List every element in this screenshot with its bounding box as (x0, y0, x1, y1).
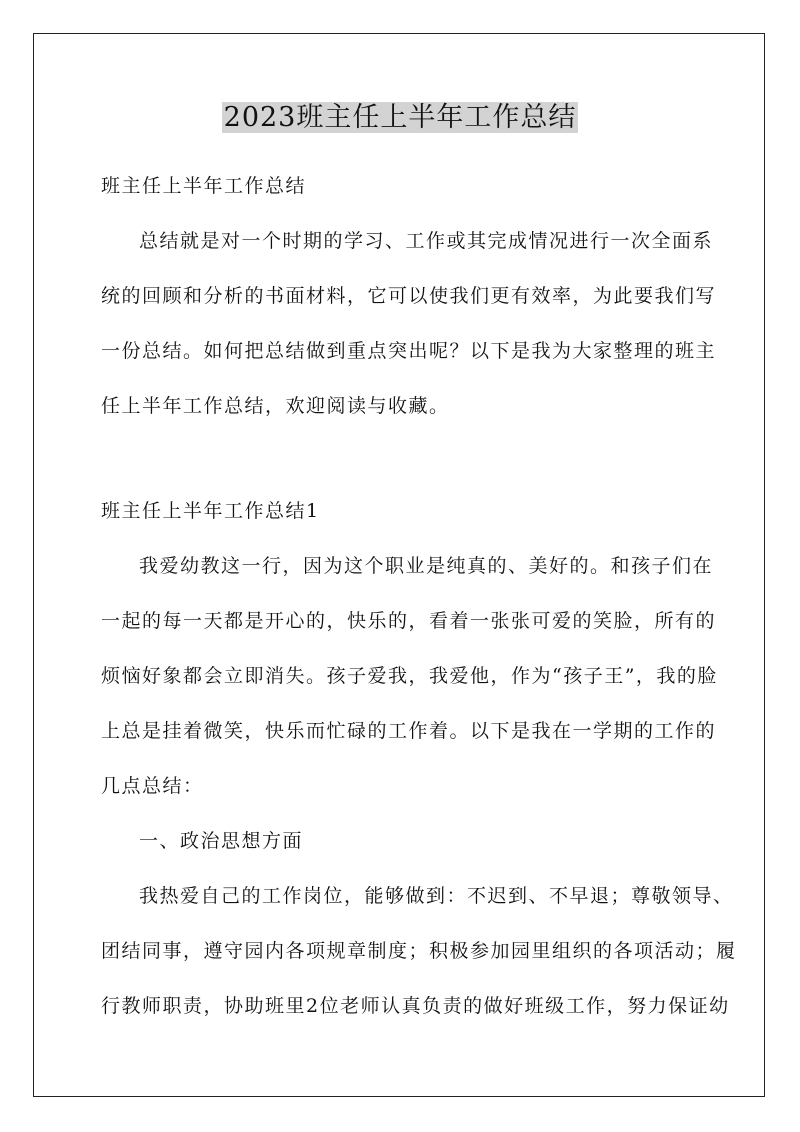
paragraph-line: 上总是挂着微笑，快乐而忙碌的工作着。以下是我在一学期的工作的 (101, 720, 717, 742)
paragraph-line: 一份总结。如何把总结做到重点突出呢？以下是我为大家整理的班主 (101, 340, 717, 362)
paragraph-line: 团结同事，遵守园内各项规章制度；积极参加园里组织的各项活动；履 (101, 940, 737, 962)
subsection-heading: 一、政治思想方面 (139, 830, 304, 852)
paragraph-line: 统的回顾和分析的书面材料，它可以使我们更有效率，为此要我们写 (101, 285, 717, 307)
paragraph-line: 我热爱自己的工作岗位，能够做到：不迟到、不早退；尊敬领导、 (139, 885, 734, 907)
document-title-text: 2023班主任上半年工作总结 (223, 102, 577, 133)
paragraph-line: 几点总结： (101, 775, 204, 797)
paragraph-line: 一起的每一天都是开心的，快乐的，看着一张张可爱的笑脸，所有的 (101, 610, 717, 632)
paragraph-line: 总结就是对一个时期的学习、工作或其完成情况进行一次全面系 (139, 230, 714, 252)
paragraph-line: 烦恼好象都会立即消失。孩子爱我，我爱他，作为“孩子王”，我的脸 (101, 665, 718, 687)
section-heading-intro: 班主任上半年工作总结 (101, 175, 307, 197)
paragraph-line: 行教师职责，协助班里2位老师认真负责的做好班级工作，努力保证幼 (101, 995, 730, 1017)
section-heading-1: 班主任上半年工作总结1 (101, 500, 320, 522)
paragraph-line: 任上半年工作总结，欢迎阅读与收藏。 (101, 395, 450, 417)
paragraph-line: 我爱幼教这一行，因为这个职业是纯真的、美好的。和孩子们在 (139, 555, 714, 577)
document-body (101, 171, 737, 1021)
document-title (0, 96, 800, 140)
